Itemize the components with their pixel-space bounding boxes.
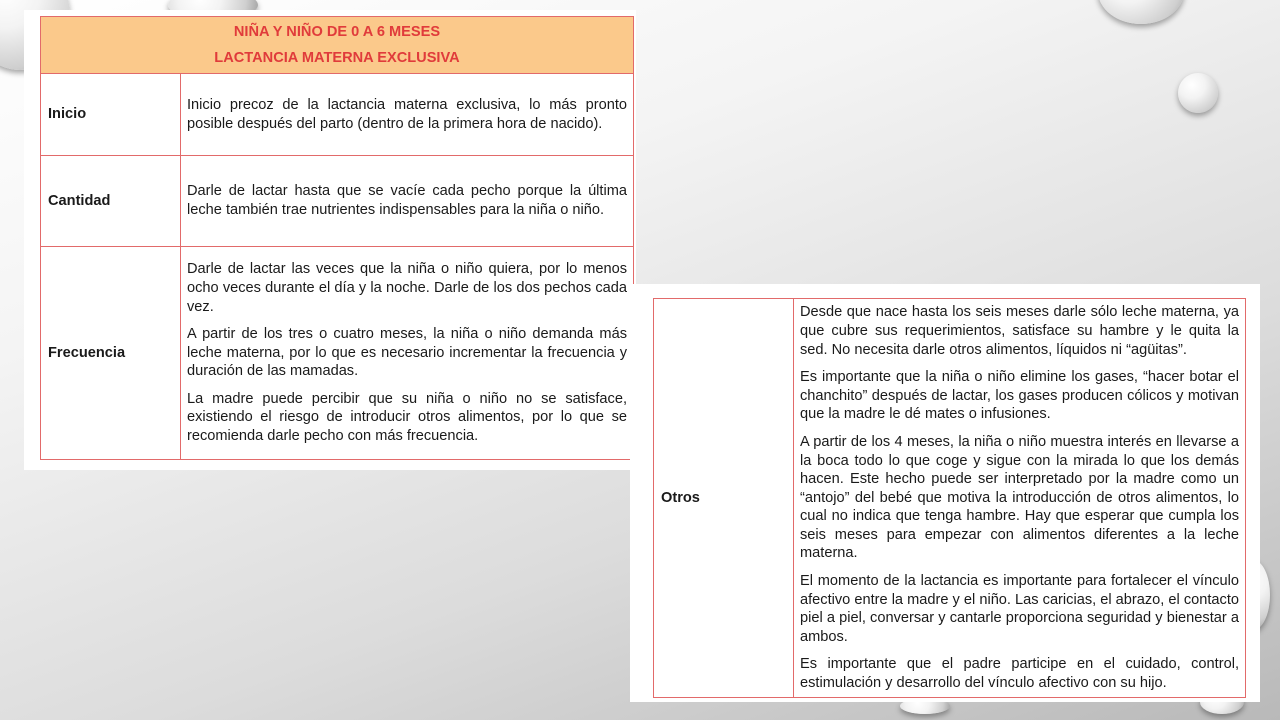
- table-header: [41, 17, 634, 74]
- paragraph: Darle de lactar las veces que la niña o niño quiera, por lo menos ocho veces durante el día y la noche. Darle de los dos pechos cada vez.: [187, 261, 627, 315]
- paragraph: El momento de la lactancia es importante para fortalecer el vínculo afectivo entre la madre y el niño. Las caricias, el abrazo, el contacto piel a piel, conversar y cantarle proporciona seguridad y bienestar a ambos.: [800, 573, 1239, 645]
- paragraph: La madre puede percibir que su niña o niño no se satisface, existiendo el riesgo de introducir otros alimentos, por lo que se recomienda darle pecho con más frecuencia.: [187, 390, 627, 445]
- otros-table: [653, 298, 1246, 698]
- document-panel-top: [24, 10, 636, 470]
- paragraph: Es importante que la niña o niño elimine los gases, “hacer botar el chanchito” después de lactar, los gases producen cólicos y motivan que la madre le dé mates o infusiones.: [800, 369, 1239, 423]
- row-label-cantidad: Cantidad: [41, 156, 181, 247]
- paragraph: Inicio precoz de la lactancia materna exclusiva, lo más pronto posible después del parto (dentro de la primera hora de nacido).: [187, 96, 627, 132]
- document-panel-bottom: [630, 284, 1260, 702]
- paragraph: Es importante que el padre participe en el cuidado, control, estimulación y desarrollo del vínculo afectivo con su hijo.: [800, 656, 1239, 692]
- row-content-frecuencia: [181, 247, 634, 460]
- bubble-decoration: [1098, 0, 1184, 24]
- paragraph: A partir de los tres o cuatro meses, la niña o niño demanda más leche materna, por lo que es necesario incrementar la frecuencia y duración de las mamadas.: [187, 326, 627, 380]
- table-row: [654, 299, 1246, 698]
- row-label-frecuencia: Frecuencia: [41, 247, 181, 460]
- row-content-otros: [794, 299, 1246, 698]
- table-header-line1: NIÑA Y NIÑO DE 0 A 6 MESES: [233, 24, 441, 40]
- table-row: [41, 156, 634, 247]
- paragraph: A partir de los 4 meses, la niña o niño muestra interés en llevarse a la boca todo lo que coge y sigue con la mirada lo que los demás hacen. Este hecho puede ser interpretado por la madre como un “antojo” del bebé que motiva la introducción de otros alimentos, lo cual no indica que tenga hambre. Hay que esperar que cumpla los seis meses para empezar con alimentos diferentes a la leche materna.: [800, 433, 1239, 562]
- table-header-line2: LACTANCIA MATERNA EXCLUSIVA: [214, 50, 460, 66]
- paragraph: Darle de lactar hasta que se vacíe cada pecho porque la última leche también trae nutrientes indispensables para la niña o niño.: [187, 183, 627, 218]
- row-label-otros: Otros: [654, 299, 794, 698]
- paragraph: Desde que nace hasta los seis meses darle sólo leche materna, ya que cubre sus requerimientos, satisface su hambre y le quita la sed. No necesita darle otros alimentos, líquidos ni “agüitas”.: [800, 304, 1239, 358]
- row-label-inicio: Inicio: [41, 74, 181, 156]
- row-content-cantidad: [181, 156, 634, 247]
- breastfeeding-table: [40, 16, 634, 460]
- table-row: [41, 247, 634, 460]
- bubble-decoration: [1178, 73, 1218, 113]
- table-row: [41, 74, 634, 156]
- row-content-inicio: [181, 74, 634, 156]
